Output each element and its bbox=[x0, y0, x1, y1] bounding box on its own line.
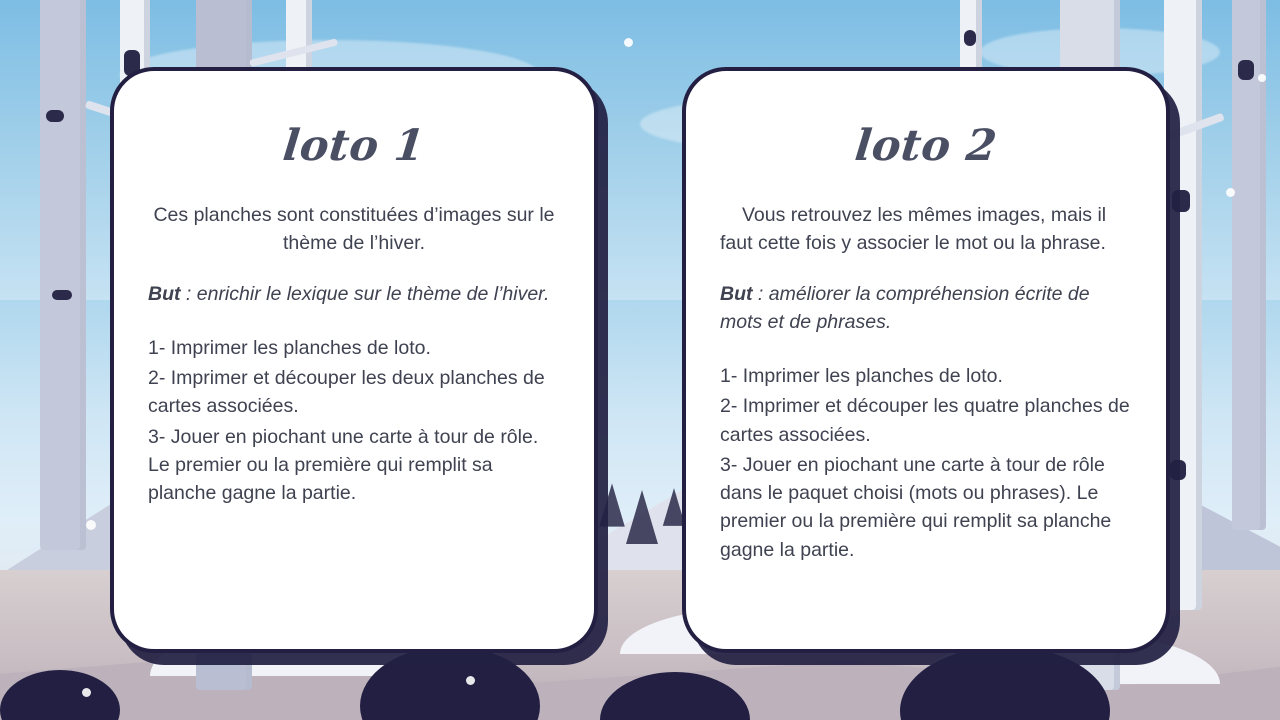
card-1-title: loto 1 bbox=[280, 121, 428, 171]
card-1-steps bbox=[148, 334, 560, 508]
card-loto-1 bbox=[110, 67, 598, 653]
card-2-step-2: 2- Imprimer et découper les quatre planches de cartes associées. bbox=[720, 395, 1130, 446]
card-2-step-1: 1- Imprimer les planches de loto. bbox=[720, 365, 1003, 388]
card-2-goal-text: : améliorer la compréhension écrite de mots et de phrases. bbox=[720, 282, 1090, 333]
card-2-goal bbox=[720, 280, 1132, 337]
card-2-body bbox=[720, 201, 1132, 564]
card-1-goal-text: : enrichir le lexique sur le thème de l’hiver. bbox=[180, 282, 550, 305]
card-2-steps bbox=[720, 362, 1132, 564]
card-1-step-2: 2- Imprimer et découper les deux planches de cartes associées. bbox=[148, 367, 545, 418]
card-2-step-3: 3- Jouer en piochant une carte à tour de rôle dans le paquet choisi (mots ou phrases). Le premier ou la première qui remplit sa planche gagne la partie. bbox=[720, 453, 1112, 561]
card-1-body bbox=[148, 201, 560, 507]
card-1-step-3: 3- Jouer en piochant une carte à tour de rôle. Le premier ou la première qui remplit sa planche gagne la partie. bbox=[148, 425, 539, 505]
card-2-intro: Vous retrouvez les mêmes images, mais il faut cette fois y associer le mot ou la phrase. bbox=[720, 204, 1107, 255]
card-1-intro: Ces planches sont constituées d’images sur le thème de l’hiver. bbox=[153, 204, 555, 255]
card-loto-2 bbox=[682, 67, 1170, 653]
card-2-goal-label: But bbox=[720, 282, 753, 305]
card-1-goal bbox=[148, 280, 560, 308]
card-1-goal-label: But bbox=[148, 282, 181, 305]
card-2-title: loto 2 bbox=[852, 121, 1000, 171]
card-1-step-1: 1- Imprimer les planches de loto. bbox=[148, 336, 431, 359]
